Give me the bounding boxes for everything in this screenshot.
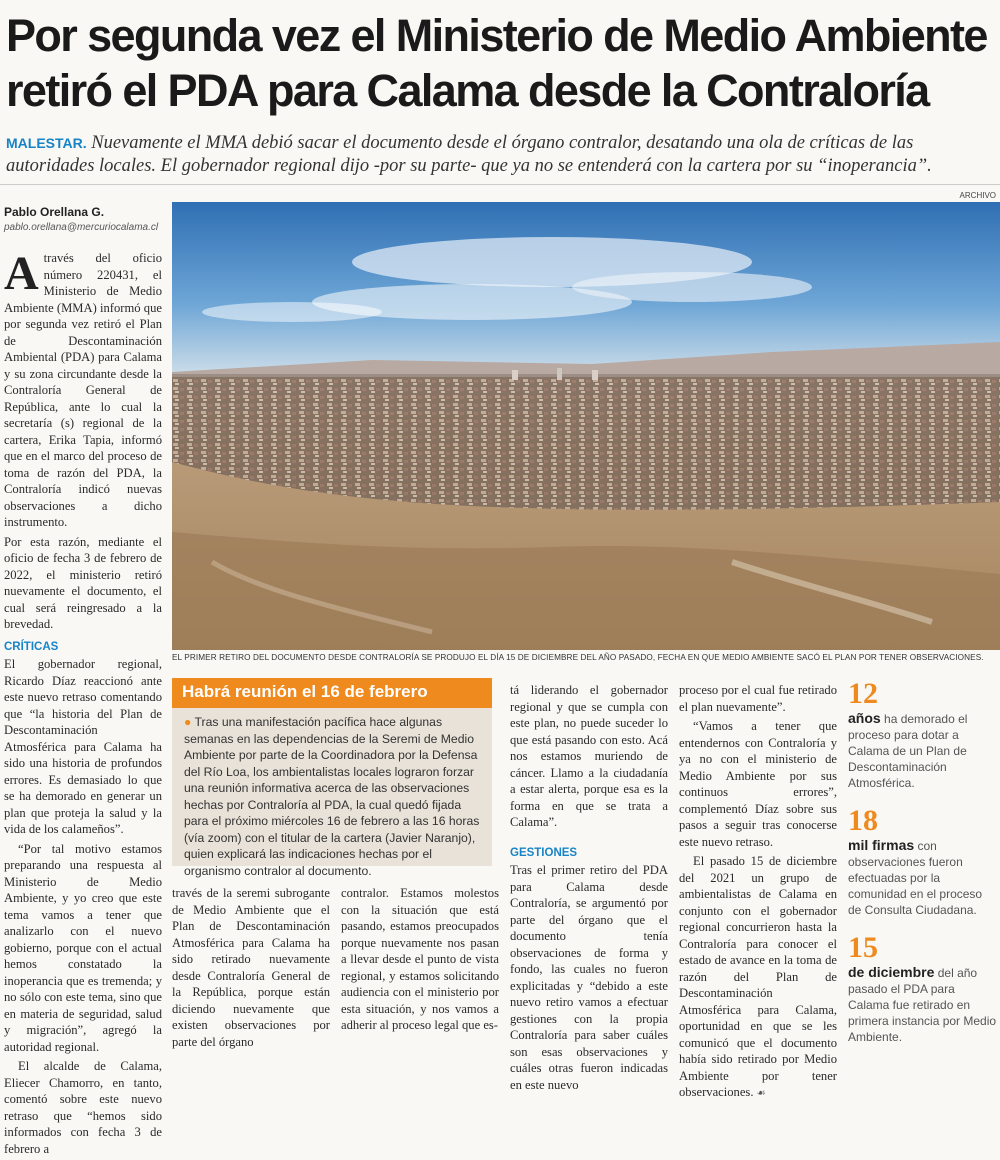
- stat-number: 15: [848, 931, 878, 964]
- paragraph: “Por tal motivo estamos preparando una respuesta al Ministerio de Medio Ambiente, y yo creo que este tema vamos a tener que analizarlo con el nuevo gobierno, porque con el actual hemos constatado la inoperancia que es tremenda; y no sólo con este tema, sino que en materia de seguridad, salud y migración”, agregó la autoridad regional.: [4, 841, 162, 1054]
- stat-item: [848, 805, 998, 918]
- paragraph: El alcalde de Calama, Eliecer Chamorro, en tanto, comentó sobre este nuevo retraso que “hemos sido informados con fecha 3 de febrero a: [4, 1059, 162, 1156]
- author-email: pablo.orellana@mercuriocalama.cl: [4, 222, 159, 233]
- stats-sidebar: [848, 678, 998, 1059]
- paragraph: El gobernador regional, Ricardo Díaz reaccionó ante este nuevo retraso comentando que “la historia del Plan de Descontaminación Atmosférica para Calama ha sido una historia de profundos errores. Es demasiado lo que se ha demorado en generar un plan que proteja la salud y la vida de los calameños”.: [4, 657, 162, 836]
- stat-text: del año pasado el PDA para Calama fue retirado en primera instancia por Medio Ambiente.: [848, 966, 997, 1044]
- paragraph: Por esta razón, mediante el oficio de fecha 3 de febrero de 2022, el ministerio retiró nuevamente el documento, el cual será reingresado a la brevedad.: [4, 534, 162, 631]
- paragraph: través del oficio número 220431, el Ministerio de Medio Ambiente (MMA) informó que por segunda vez retiró el Plan de Descontaminación Ambiental (PDA) para Calama y su zona circundante desde la Contraloría General de República, ante lo cual la secretaría (s) regional de la cartera, Erika Tapia, informó que en el marco del proceso de toma de razón del PDA, la Contraloría indicó nuevas observaciones a dicho instrumento.: [4, 251, 162, 529]
- drop-cap: A: [4, 247, 39, 300]
- aerial-photo-calama: [172, 202, 1000, 650]
- bullet-icon: ●: [184, 715, 195, 729]
- article-column-5: [679, 682, 837, 1106]
- article-column-3: [341, 885, 499, 1037]
- stat-text: ha demorado el proceso para dotar a Calama de un Plan de Descontaminación Atmosférica.: [848, 712, 968, 790]
- author-name: Pablo Orellana G.: [4, 205, 105, 219]
- paragraph: “Vamos a tener que entendernos con Contraloría y ya no con el ministerio de Medio Ambiente por sus continuos errores”, complementó Díaz sobre sus pasos a seguir tras conocerse este nuevo retraso.: [679, 719, 837, 849]
- stat-bold: mil firmas: [848, 837, 915, 853]
- paragraph: proceso por el cual fue retirado el plan nuevamente”.: [679, 683, 837, 714]
- lead-text: Nuevamente el MMA debió sacar el documento desde el órgano contralor, desatando una ola de críticas de las autoridades locales. El gobernador regional dijo -por su parte- que ya no se entenderá con la cartera por su “inoperancia”.: [6, 133, 932, 176]
- byline: [4, 205, 169, 233]
- lead-kicker: MALESTAR.: [6, 135, 87, 151]
- sidebar-box: [172, 678, 492, 878]
- box-text: Tras una manifestación pacífica hace algunas semanas en las dependencias de la Seremi de Medio Ambiente por parte de la Coordinadora por la Defensa del Río Loa, los ambientalistas locales lograron forzar una reunión informativa acerca de las observaciones hechas por Contraloría al PDA, la cual quedó fijada para el próximo miércoles 16 de febrero a las 16 horas (vía zoom) con el titular de la cartera (Javier Naranjo), quien explicará las indicaciones hechas por el organismo contralor al documento.: [184, 715, 480, 878]
- lead-paragraph: [6, 132, 996, 178]
- paragraph-text: El pasado 15 de diciembre del 2021 un grupo de ambientalistas de Calama en conjunto con el gobernador regional concurrieron hasta la Contraloría para conocer el estado de avance en la toma de razón del Plan de Descontaminación Atmosférica para Calama, oportunidad en que se les comunicó que el documento había sido retirado por Medio Ambiente por tener observaciones.: [679, 854, 837, 1099]
- stat-number: 18: [848, 804, 878, 837]
- article-column-1: [4, 247, 162, 1160]
- stat-bold: de diciembre: [848, 964, 935, 980]
- subhead-criticas: CRÍTICAS: [4, 640, 59, 653]
- stat-bold: años: [848, 710, 881, 726]
- box-text-wrapper: [172, 708, 492, 879]
- article-column-2: [172, 885, 330, 1053]
- headline: Por segunda vez el Ministerio de Medio Ambiente retiró el PDA para Calama desde la Contraloría: [6, 10, 987, 116]
- paragraph: través de la seremi subrogante de Medio Ambiente que el Plan de Descontaminación Atmosférica para Calama ha sido retirado nuevamente desde Contraloría General de la República, porque están diciendo nuevamente que existen observaciones por parte del órgano: [172, 886, 330, 1049]
- paragraph: contralor. Estamos molestos con la situación que está pasando, estamos preocupados porque nuevamente nos pasan a llevar desde el punto de vista regional, y estamos solicitando audiencia con el ministerio por esta situación, y nos vamos a adherir al proceso legal que es-: [341, 886, 499, 1032]
- subhead-gestiones: GESTIONES: [510, 846, 578, 859]
- photo-credit: ARCHIVO: [959, 191, 996, 200]
- photo-caption: EL PRIMER RETIRO DEL DOCUMENTO DESDE CONTRALORÍA SE PRODUJO EL DÍA 15 DE DICIEMBRE DEL AÑO PASADO, FECHA EN QUE MEDIO AMBIENTE SACÓ EL PLAN POR TENER OBSERVACIONES.: [172, 653, 984, 662]
- stat-item: [848, 678, 998, 791]
- paragraph: [679, 853, 837, 1103]
- box-title: Habrá reunión el 16 de febrero: [172, 678, 492, 708]
- article-column-4: [510, 682, 668, 1096]
- end-mark-icon: ☙: [756, 1088, 766, 1099]
- stat-number: 12: [848, 677, 878, 710]
- paragraph: Tras el primer retiro del PDA para Calama desde Contraloría, se argumentó por parte del órgano que el documento tenía observaciones de forma y fondo, las cuales no fueron explicitadas y “debido a este nuevo retiro vamos a efectuar gestiones con la propia Contraloría para saber cuáles son esas observaciones y cuáles otras fueron indicadas en este nuevo: [510, 863, 668, 1092]
- stat-item: [848, 932, 998, 1045]
- paragraph: tá liderando el gobernador regional y que se cumpla con este plan, no puede suceder lo que está pasando con esto. Acá nos estamos muriendo de cáncer. Llamo a la ciudadanía a estar alerta, porque esa es la forma en que se trata a Calama”.: [510, 683, 668, 829]
- divider: [0, 184, 1000, 185]
- stat-text: con observaciones fueron efectuadas por la comunidad en el proceso de Consulta Ciudadana.: [848, 839, 983, 917]
